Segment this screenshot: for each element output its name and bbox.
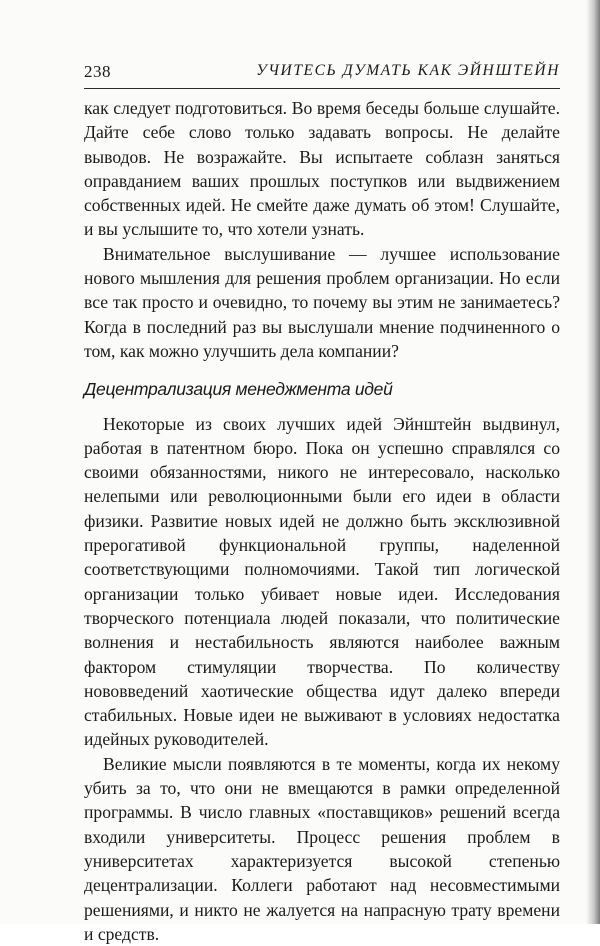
- page-body: [84, 96, 560, 946]
- page-edge-shadow: [586, 0, 600, 924]
- paragraph-2: Внимательное выслушивание — лучшее использование нового мышления для решения проблем организации. Но если все так просто и очевидно, то почему вы этим не занимаетесь? Когда в последний раз вы выслушали мнение подчиненного о том, как можно улучшить дела компании?: [84, 243, 560, 361]
- header-rule: [84, 88, 560, 89]
- section-heading: Децентрализация менеджмента идей: [84, 379, 393, 400]
- paragraph-3: Некоторые из своих лучших идей Эйнштейн выдвинул, работая в патентном бюро. Пока он успешно справлялся со своими обязанностями, никого не интересовало, насколько нелепыми или революционными были его идеи в области физики. Развитие новых идей не должно быть эксклюзивной прерогативой функциональной группы, наделенной соответствующими полномочиями. Такой тип логической организации только убивает новые идеи. Исследования творческого потенциала людей показали, что политические волнения и нестабильность являются наиболее важным фактором стимуляции творчества. По количеству нововведений хаотические общества идут далеко впереди стабильных. Новые идеи не выживают в условиях недостатка идейных руководителей.: [84, 413, 560, 750]
- paragraph-4: Великие мысли появляются в те моменты, когда их некому убить за то, что они не вмещаются в рамки определенной программы. В число главных «поставщиков» решений всегда входили университеты. Процесс решения проблем в университетах характеризуется высокой степенью децентрализации. Коллеги работают над несовместимыми решениями, и никто не жалуется на напрасную трату времени и средств.: [84, 753, 560, 944]
- page-header: [84, 62, 560, 88]
- running-title: УЧИТЕСЬ ДУМАТЬ КАК ЭЙНШТЕЙН: [256, 62, 560, 79]
- paragraph-1: как следует подготовиться. Во время беседы больше слушайте. Дайте себе слово только задавать вопросы. Не делайте выводов. Не возражайте. Вы испытаете соблазн заняться оправданием ваших прошлых поступков или выдвижением собственных идей. Не смейте даже думать об этом! Слушайте, и вы услышите то, что хотели узнать.: [84, 98, 560, 240]
- page-number: 238: [84, 62, 111, 81]
